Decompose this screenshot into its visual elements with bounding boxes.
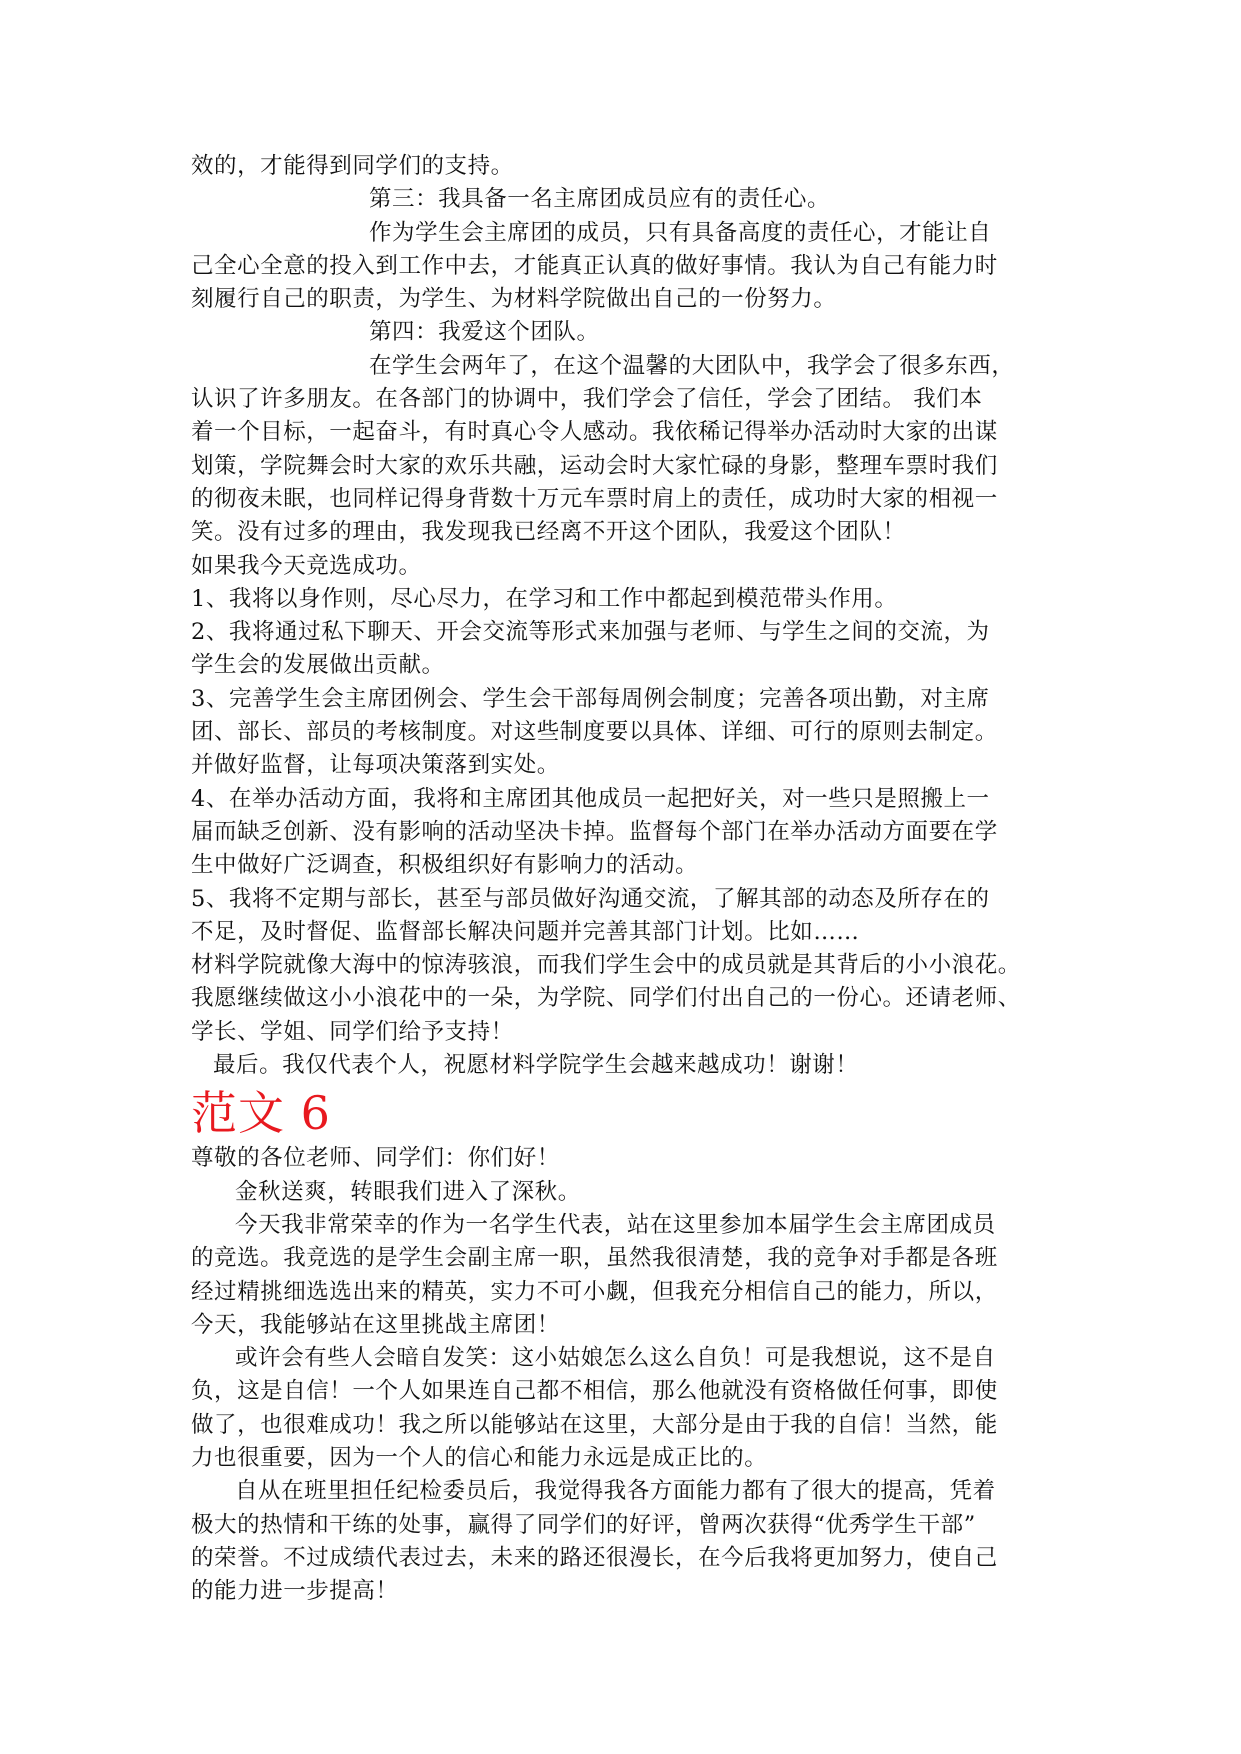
paragraph-line: 力也很重要，因为一个人的信心和能力永远是成正比的。 [191,1444,768,1471]
paragraph-line: 的竞选。我竞选的是学生会副主席一职，虽然我很清楚，我的竞争对手都是各班 [191,1245,998,1272]
paragraph-line: 金秋送爽，转眼我们进入了深秋。 [235,1178,581,1205]
paragraph-line: 的彻夜未眠，也同样记得身背数十万元车票时肩上的责任，成功时大家的相视一 [191,485,998,512]
paragraph-line: 己全心全意的投入到工作中去，才能真正认真的做好事情。我认为自己有能力时 [191,252,998,279]
salutation-line: 尊敬的各位老师、同学们：你们好！ [191,1145,560,1172]
paragraph-line: 第四：我爱这个团队。 [369,319,600,346]
paragraph-line: 团、部长、部员的考核制度。对这些制度要以具体、详细、可行的原则去制定。 [191,719,998,746]
paragraph-line: 作为学生会主席团的成员，只有具备高度的责任心，才能让自 [369,219,992,246]
paragraph-line: 的荣誉。不过成绩代表过去，未来的路还很漫长，在今后我将更加努力，使自己 [191,1544,998,1571]
paragraph-line: 在学生会两年了，在这个温馨的大团队中，我学会了很多东西， [369,352,1015,379]
paragraph-line: 笑。没有过多的理由，我发现我已经离不开这个团队，我爱这个团队！ [191,519,906,546]
section-heading: 范文 6 [191,1086,331,1141]
paragraph-line: 今天，我能够站在这里挑战主席团！ [191,1311,560,1338]
paragraph-line: 经过精挑细选选出来的精英，实力不可小觑，但我充分相信自己的能力，所以， [191,1278,998,1305]
paragraph-line: 划策，学院舞会时大家的欢乐共融，运动会时大家忙碌的身影，整理车票时我们 [191,452,998,479]
list-item: 1、我将以身作则，尽心尽力，在学习和工作中都起到模范带头作用。 [191,585,898,612]
paragraph-line: 不足，及时督促、监督部长解决问题并完善其部门计划。比如…… [191,918,860,945]
paragraph-line: 如果我今天竞选成功。 [191,552,422,579]
closing-line: 最后。我仅代表个人，祝愿材料学院学生会越来越成功！谢谢！ [213,1052,859,1079]
paragraph-line: 今天我非常荣幸的作为一名学生代表，站在这里参加本届学生会主席团成员 [235,1211,996,1238]
paragraph-line: 认识了许多朋友。在各部门的协调中，我们学会了信任，学会了团结。 我们本 [191,386,983,413]
section-b [191,1142,1071,1608]
list-item: 2、我将通过私下聊天、开会交流等形式来加强与老师、与学生之间的交流，为 [191,619,990,646]
paragraph-line: 效的，才能得到同学们的支持。 [191,153,514,179]
paragraph-line: 材料学院就像大海中的惊涛骇浪，而我们学生会中的成员就是其背后的小小浪花。 [191,952,1021,979]
paragraph-line: 学生会的发展做出贡献。 [191,652,445,679]
paragraph-line: 或许会有些人会暗自发笑：这小姑娘怎么这么自负！可是我想说，这不是自 [235,1345,996,1372]
paragraph-line: 做了，也很难成功！我之所以能够站在这里，大部分是由于我的自信！当然，能 [191,1411,998,1438]
list-item: 3、完善学生会主席团例会、学生会干部每周例会制度；完善各项出勤，对主席 [191,685,990,712]
paragraph-line: 的能力进一步提高！ [191,1578,399,1605]
paragraph-line: 自从在班里担任纪检委员后，我觉得我各方面能力都有了很大的提高，凭着 [235,1478,996,1505]
paragraph-line: 负，这是自信！一个人如果连自己都不相信，那么他就没有资格做任何事，即使 [191,1378,998,1405]
list-item: 4、在举办活动方面，我将和主席团其他成员一起把好关，对一些只是照搬上一 [191,785,990,812]
paragraph-line: 学长、学姐、同学们给予支持！ [191,1018,514,1045]
paragraph-line: 届而缺乏创新、没有影响的活动坚决卡掉。监督每个部门在举办活动方面要在学 [191,818,998,845]
paragraph-line: 第三：我具备一名主席团成员应有的责任心。 [369,186,831,213]
paragraph-line: 着一个目标，一起奋斗，有时真心令人感动。我依稀记得举办活动时大家的出谋 [191,419,998,446]
document-page [191,150,1071,1608]
section-a [191,150,1071,1082]
paragraph-line: 并做好监督，让每项决策落到实处。 [191,752,560,779]
paragraph-line: 生中做好广泛调查，积极组织好有影响力的活动。 [191,852,699,879]
paragraph-line: 我愿继续做这小小浪花中的一朵，为学院、同学们付出自己的一份心。还请老师、 [191,985,1021,1012]
paragraph-line: 极大的热情和干练的处事，赢得了同学们的好评，曾两次获得“优秀学生干部” [191,1511,976,1538]
paragraph-line: 刻履行自己的职责，为学生、为材料学院做出自己的一份努力。 [191,286,837,313]
list-item: 5、我将不定期与部长，甚至与部员做好沟通交流，了解其部的动态及所存在的 [191,885,990,912]
